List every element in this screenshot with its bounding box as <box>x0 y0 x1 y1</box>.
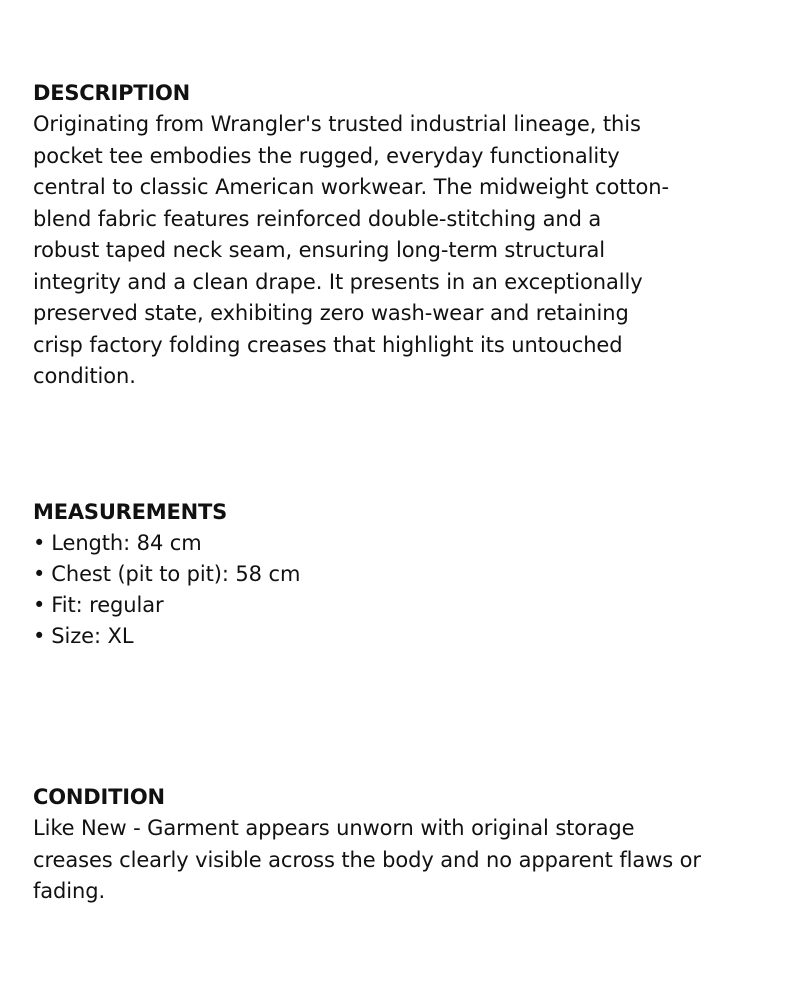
description-line: preserved state, exhibiting zero wash-wear and retaining <box>33 301 629 325</box>
description-line: pocket tee embodies the rugged, everyday functionality <box>33 143 620 168</box>
condition-text <box>33 813 773 908</box>
condition-line: fading. <box>33 879 106 903</box>
measurement-text: Fit: regular <box>51 593 164 617</box>
bullet-icon: • <box>33 624 46 648</box>
measurements-section <box>33 497 773 652</box>
measurement-item-fit <box>33 590 773 621</box>
description-line: blend fabric features reinforced double-stitching and a <box>33 206 602 231</box>
description-text <box>33 109 773 393</box>
description-line: condition. <box>33 364 136 388</box>
measurement-item-size <box>33 621 773 652</box>
description-line: integrity and a clean drape. It presents in an exceptionally <box>33 269 643 294</box>
description-line: central to classic American workwear. The midweight cotton- <box>33 175 669 199</box>
description-heading: DESCRIPTION <box>33 81 191 105</box>
condition-section <box>33 782 773 908</box>
measurements-heading: MEASUREMENTS <box>33 500 228 524</box>
description-line: crisp factory folding creases that highlight its untouched <box>33 332 623 357</box>
measurement-text: Length: 84 cm <box>51 531 202 555</box>
bullet-icon: • <box>33 562 46 586</box>
description-line: robust taped neck seam, ensuring long-term structural <box>33 238 605 262</box>
condition-line: creases clearly visible across the body and no apparent flaws or <box>33 847 701 872</box>
bullet-icon: • <box>33 593 46 617</box>
description-line: Originating from Wrangler's trusted industrial lineage, this <box>33 112 641 136</box>
measurement-text: Chest (pit to pit): 58 cm <box>51 562 301 586</box>
measurement-item-chest <box>33 559 773 590</box>
measurement-item-length <box>33 528 773 559</box>
measurements-list <box>33 528 773 652</box>
condition-heading: CONDITION <box>33 785 165 809</box>
bullet-icon: • <box>33 531 46 555</box>
measurement-text: Size: XL <box>51 624 134 648</box>
condition-line: Like New - Garment appears unworn with original storage <box>33 816 635 840</box>
description-section <box>33 78 773 393</box>
